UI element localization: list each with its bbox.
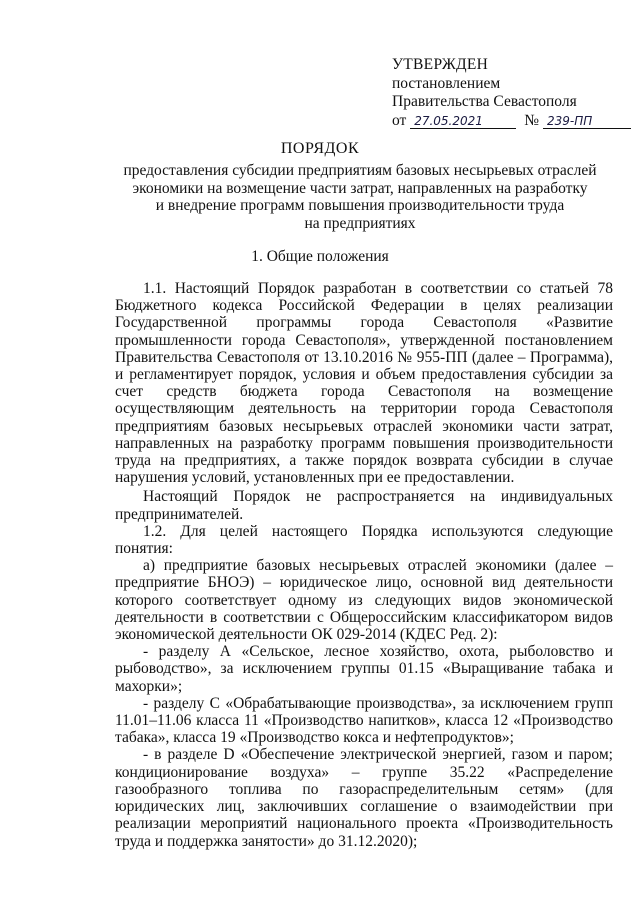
handwritten-number: 239-ПП: [543, 114, 631, 129]
approval-date-line: [392, 112, 631, 131]
document-subtitle: [110, 162, 610, 232]
subtitle-line: на предприятиях: [304, 214, 416, 232]
subtitle-line: предоставления субсидии предприятиям базовых несырьевых отраслей: [123, 162, 597, 179]
approval-stamp: [392, 56, 631, 130]
paragraph: Настоящий Порядок не распространяется на индивидуальных предпринимателей.: [115, 488, 613, 523]
paragraph: а) предприятие базовых несырьевых отраслей экономики (далее – предприятие БНОЭ) – юридическое лицо, основной вид деятельности которого соответствует одному из следующих видов экономической деятельности в соответствии с Общероссийским классификатором видов экономической деятельности ОК 029-2014 (КДЕС Ред. 2):: [115, 557, 613, 644]
paragraph: - разделу А «Сельское, лесное хозяйство, охота, рыболовство и рыбоводство», за исключением группы 01.15 «Выращивание табака и махорки»;: [115, 643, 613, 695]
paragraph: 1.1. Настоящий Порядок разработан в соответствии со статьей 78 Бюджетного кодекса Российской Федерации в целях реализации Государственной программы города Севастополя «Развитие промышленности города Севастополя», утвержденной постановлением Правительства Севастополя от 13.10.2016 № 955-ПП (далее – Программа), и регламентирует порядок, условия и объем предоставления субсидии за счет средств бюджета города Севастополя на возмещение осуществляющим деятельность на территории города Севастополя предприятиям базовых несырьевых отраслей экономики части затрат, направленных на разработку программ повышения производительности труда на предприятиях, а также порядок возврата субсидии в случае нарушения условий, установленных при ее предоставлении.: [115, 280, 613, 487]
approval-line-government: Правительства Севастополя: [392, 93, 577, 110]
subtitle-line: и внедрение программ повышения производительности труда: [155, 197, 565, 214]
subtitle-line: экономики на возмещение части затрат, направленных на разработку: [132, 179, 588, 197]
paragraph: - в разделе D «Обеспечение электрической энергией, газом и паром; кондиционирование воздуха» – группе 35.22 «Распределение газообразного топлива по газораспределительным сетям» (для юридических лиц, заключивших соглашение о взаимодействии при реализации мероприятий национального проекта «Производительность труда и поддержка занятости» до 31.12.2020);: [115, 746, 613, 850]
paragraph: 1.2. Для целей настоящего Порядка используются следующие понятия:: [115, 522, 613, 558]
number-label: №: [524, 111, 539, 129]
body-text: [115, 280, 613, 850]
handwritten-date: 27.05.2021: [410, 114, 516, 129]
section-heading: 1. Общие положения: [251, 248, 389, 265]
approval-line-resolution: постановлением: [392, 74, 501, 92]
approval-title: УТВЕРЖДЕН: [392, 56, 489, 73]
paragraph: - разделу С «Обрабатывающие производства», за исключением групп 11.01–11.06 класса 11 «Производство напитков», класса 12 «Производство табака», класса 19 «Производство кокса и нефтепродуктов»;: [115, 694, 613, 747]
from-label: от: [392, 111, 407, 129]
document-title: ПОРЯДОК: [280, 140, 360, 157]
